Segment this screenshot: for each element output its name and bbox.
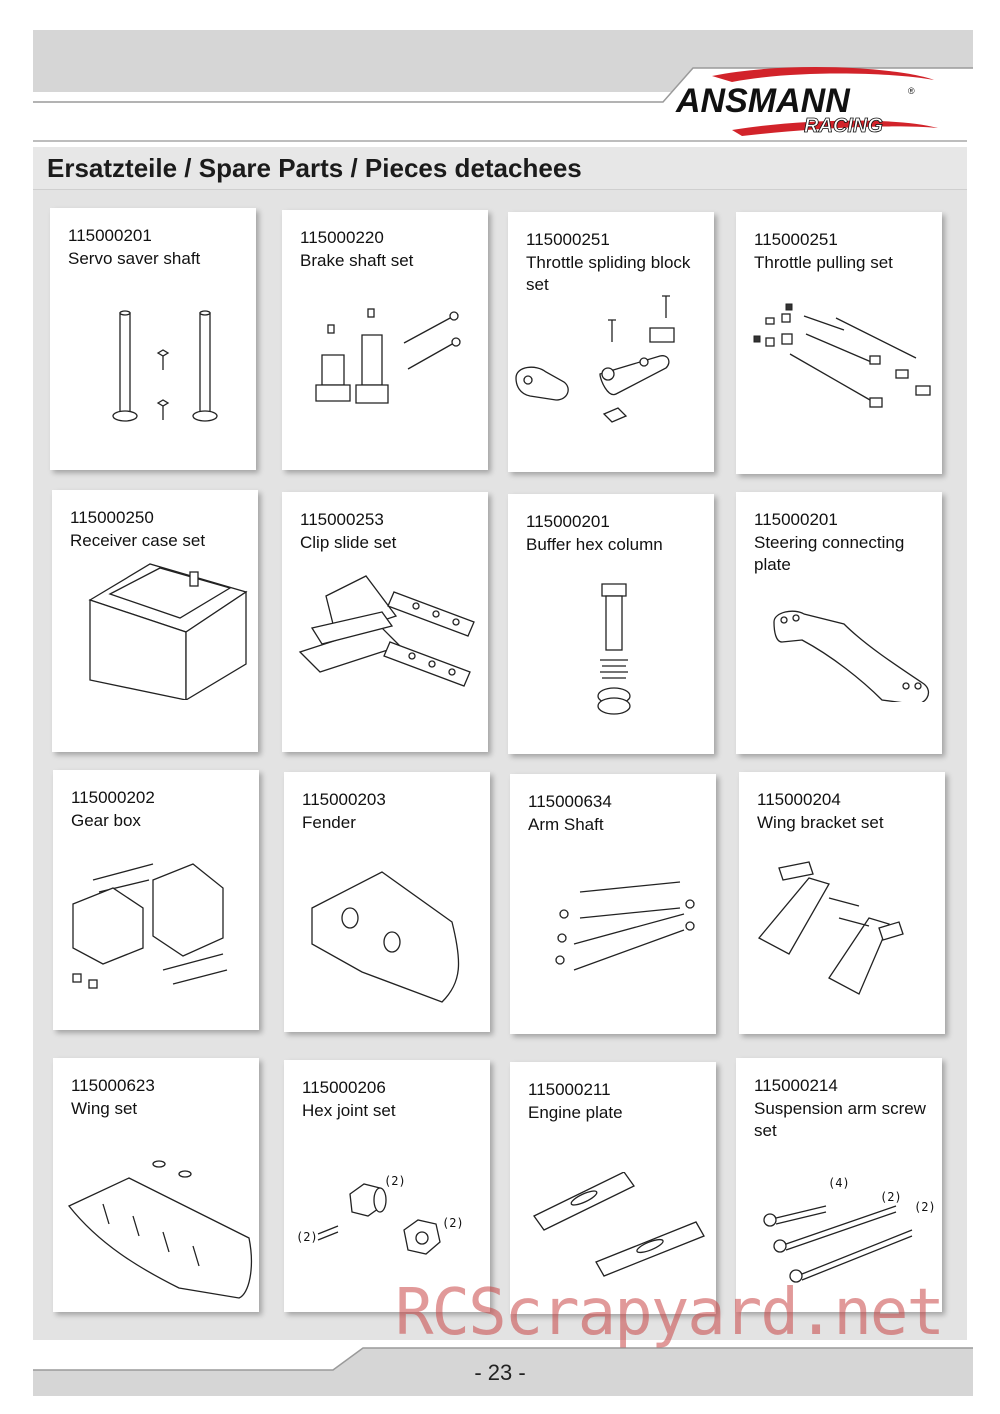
receiver-case-illustration (80, 560, 250, 700)
part-name: Hex joint set (302, 1101, 396, 1120)
logo-wordmark: ANSMANN (676, 82, 850, 120)
part-number: 115000253 (300, 510, 384, 529)
part-number: 115000201 (68, 226, 152, 245)
part-card (736, 1058, 942, 1312)
part-name: Fender (302, 813, 356, 832)
part-name: Suspension arm screw set (754, 1099, 926, 1140)
part-name: Clip slide set (300, 533, 397, 552)
part-card (508, 212, 714, 472)
gear-box-illustration (63, 850, 253, 1000)
arm-shaft-illustration (550, 874, 700, 984)
part-number: 115000250 (70, 508, 154, 527)
brake-shaft-illustration (312, 305, 472, 425)
part-number: 115000214 (754, 1076, 838, 1095)
part-number: 115000220 (300, 228, 384, 247)
part-card (510, 774, 716, 1034)
wing-bracket-illustration (749, 858, 939, 998)
part-number: 115000251 (754, 230, 838, 249)
qty-label: (2) (880, 1190, 902, 1204)
part-card (508, 494, 714, 754)
page-number: - 23 - (474, 1360, 526, 1385)
part-number: 115000201 (754, 510, 838, 529)
part-name: Wing bracket set (757, 813, 884, 832)
qty-label: (2) (384, 1174, 406, 1188)
qty-label: (4) (828, 1176, 850, 1190)
steering-plate-illustration (766, 602, 936, 702)
part-number: 115000201 (526, 512, 610, 531)
part-card (282, 492, 488, 752)
part-name: Gear box (71, 811, 141, 830)
part-card (284, 1060, 490, 1312)
qty-label: (2) (296, 1230, 318, 1244)
part-card (739, 772, 945, 1034)
watermark: RCScrapyard.net (395, 1276, 943, 1350)
throttle-block-illustration (512, 288, 712, 438)
part-number: 115000204 (757, 790, 841, 809)
part-number: 115000251 (526, 230, 610, 249)
suspension-screw-illustration (756, 1188, 936, 1288)
part-card (282, 210, 488, 470)
qty-label: (2) (442, 1216, 464, 1230)
part-name: Throttle pulling set (754, 253, 893, 272)
throttle-pulling-illustration (746, 298, 936, 418)
part-card (53, 1058, 259, 1312)
part-card (53, 770, 259, 1030)
part-number: 115000211 (528, 1080, 611, 1099)
part-card (736, 492, 942, 754)
part-number: 115000634 (528, 792, 612, 811)
logo-racing: RACING (804, 115, 883, 137)
part-name: Brake shaft set (300, 251, 414, 270)
part-name: Receiver case set (70, 531, 206, 550)
part-name: Engine plate (528, 1103, 623, 1122)
part-name: Throttle spliding block set (526, 253, 691, 294)
header-divider (33, 140, 967, 142)
buffer-hex-column-illustration (594, 578, 634, 718)
part-number: 115000623 (71, 1076, 155, 1095)
part-card (284, 772, 490, 1032)
part-name: Buffer hex column (526, 535, 663, 554)
part-name: Servo saver shaft (68, 249, 201, 268)
part-name: Wing set (71, 1099, 138, 1118)
part-card (736, 212, 942, 474)
part-name: Arm Shaft (528, 815, 604, 834)
heading-bar (33, 147, 967, 190)
ansmann-racing-logo (672, 66, 944, 144)
wing-illustration (63, 1154, 259, 1304)
part-number: 115000206 (302, 1078, 386, 1097)
qty-label: (2) (914, 1200, 936, 1214)
page-title: Ersatzteile / Spare Parts / Pieces detachees (47, 153, 582, 183)
svg-text:®: ® (908, 86, 915, 96)
part-number: 115000202 (71, 788, 155, 807)
fender-illustration (304, 868, 474, 1008)
part-name: Steering connecting plate (754, 533, 905, 574)
part-card (52, 490, 258, 752)
servo-saver-shaft-illustration (100, 303, 230, 433)
part-number: 115000203 (302, 790, 386, 809)
clip-slide-illustration (296, 572, 486, 702)
part-card (50, 208, 256, 470)
engine-plate-illustration (530, 1172, 710, 1282)
